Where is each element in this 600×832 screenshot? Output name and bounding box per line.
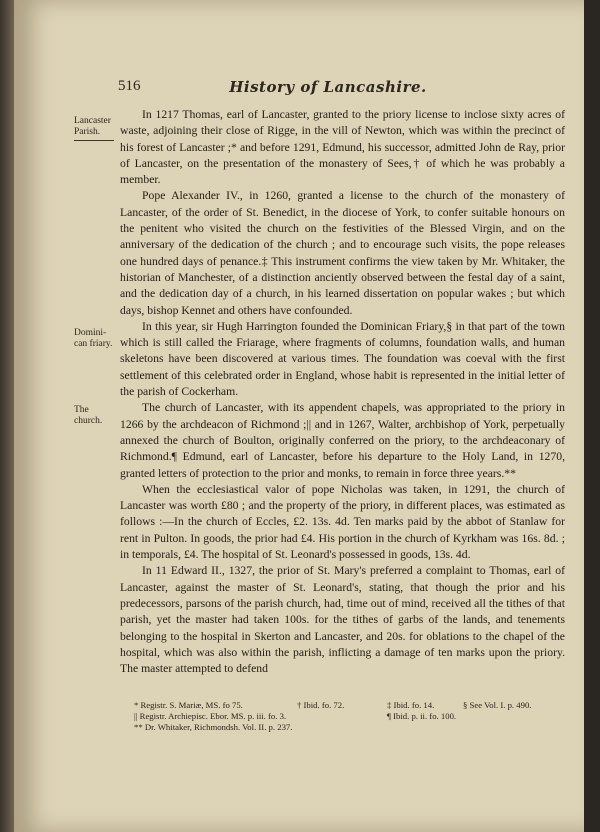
- footnote: ** Dr. Whitaker, Richmondsh. Vol. II. p. 237.: [134, 722, 293, 732]
- page-number: 516: [118, 78, 141, 94]
- footnote: ¶ Ibid. p. ii. fo. 100.: [387, 711, 457, 721]
- footnote: ‡ Ibid. fo. 14.: [387, 700, 435, 710]
- paragraph: In 1217 Thomas, earl of Lancaster, granted to the priory license to inclose sixty acres of waste, adjoining their close of Rigge, in the vill of Newton, which was within the precinct of his forest of Lancaster ;* and before 1291, Edmund, his successor, admitted John de Ray, prior of Lancaster, on the presentation of the monastery of Sees,† of which he was probably a member.: [120, 108, 565, 187]
- sidenote-lancaster-parish: Lancaster Parish.: [74, 116, 114, 141]
- main-text: [120, 107, 565, 677]
- running-title: History of Lancashire.: [229, 78, 427, 96]
- footnotes: [134, 700, 564, 733]
- page-header: [118, 78, 538, 98]
- paragraph: In 11 Edward II., 1327, the prior of St. Mary's preferred a complaint to Thomas, earl of Lancaster, against the master of St. Leonard's, stating, that though the prior and his predecessors, parsons of the parish church, had, time out of mind, received all the tithes of that parish, yet the master had taken 100s. for the tithes of garbs of the lands, and tenements belonging to the hospital in Skerton and Lancaster, and 20s. for oblations to the chapel of the hospital, which was also within the parish, inflicting a damage of ten marks upon the priory. The master attempted to defend: [120, 564, 565, 676]
- paragraph: The church of Lancaster, with its appendent chapels, was appropriated to the priory in 1266 by the archdeacon of Richmond ;|| and in 1267, Walter, archbishop of York, perpetually annexed the church of Boulton, originally conferred on the priory, to the archdeaconary of Richmond.¶ Edmund, earl of Lancaster, before his departure to the Holy Land, in 1270, granted letters of protection to the prior and monks, to remain in force three years.**: [120, 401, 565, 480]
- sidenote-dominican-friary: Domini-can friary.: [74, 328, 113, 349]
- footnote: || Registr. Archiepisc. Ebor. MS. p. iii. fo. 3.: [134, 711, 287, 721]
- footnote-row: [134, 700, 564, 711]
- footnote: § See Vol. I. p. 490.: [463, 700, 532, 710]
- footnote-row: [134, 722, 564, 733]
- book-gutter: [0, 0, 14, 832]
- paragraph: Pope Alexander IV., in 1260, granted a license to the church of the monastery of Lancaster, of the order of St. Benedict, in the diocese of York, to confer suitable honours on the penitent who visited the church on the festivities of the Blessed Virgin, and on the anniversary of the dedication of the church ; and to encourage such visits, the pope releases one hundred days of penance.‡ This instrument confirms the view taken by Mr. Whitaker, the historian of Manchester, of a distinction anciently observed between the festal day of a saint, and the dedication day of a church, in his learned dissertation on popular wakes ; but which days, bishop Kennet and others have confounded.: [120, 189, 565, 317]
- paragraph: When the ecclesiastical valor of pope Nicholas was taken, in 1291, the church of Lancaster was worth £80 ; and the property of the priory, in different places, was estimated as follows :—In the church of Eccles, £2. 13s. 4d. Ten marks paid by the abbot of Stanlaw for rent in Pulton. In goods, the prior had £4. His portion in the church of Kyrkham was 16s. 8d. ; in temporals, £4. The hospital of St. Leonard's possessed in goods, 13s. 4d.: [120, 482, 565, 562]
- footnote-row: [134, 711, 564, 722]
- footnote: † Ibid. fo. 72.: [297, 700, 345, 710]
- footnote: * Registr. S. Mariæ, MS. fo 75.: [134, 700, 243, 710]
- sidenote-the-church: The church.: [74, 405, 103, 426]
- paragraph: In this year, sir Hugh Harrington founded the Dominican Friary,§ in that part of the town which is still called the Friarage, where fragments of columns, foundation walls, and human skeletons have been discovered at various times. The foundation was coeval with the first settlement of this celebrated order in England, whose habit is represented in the initial letter of the parish of Cockerham.: [120, 319, 565, 399]
